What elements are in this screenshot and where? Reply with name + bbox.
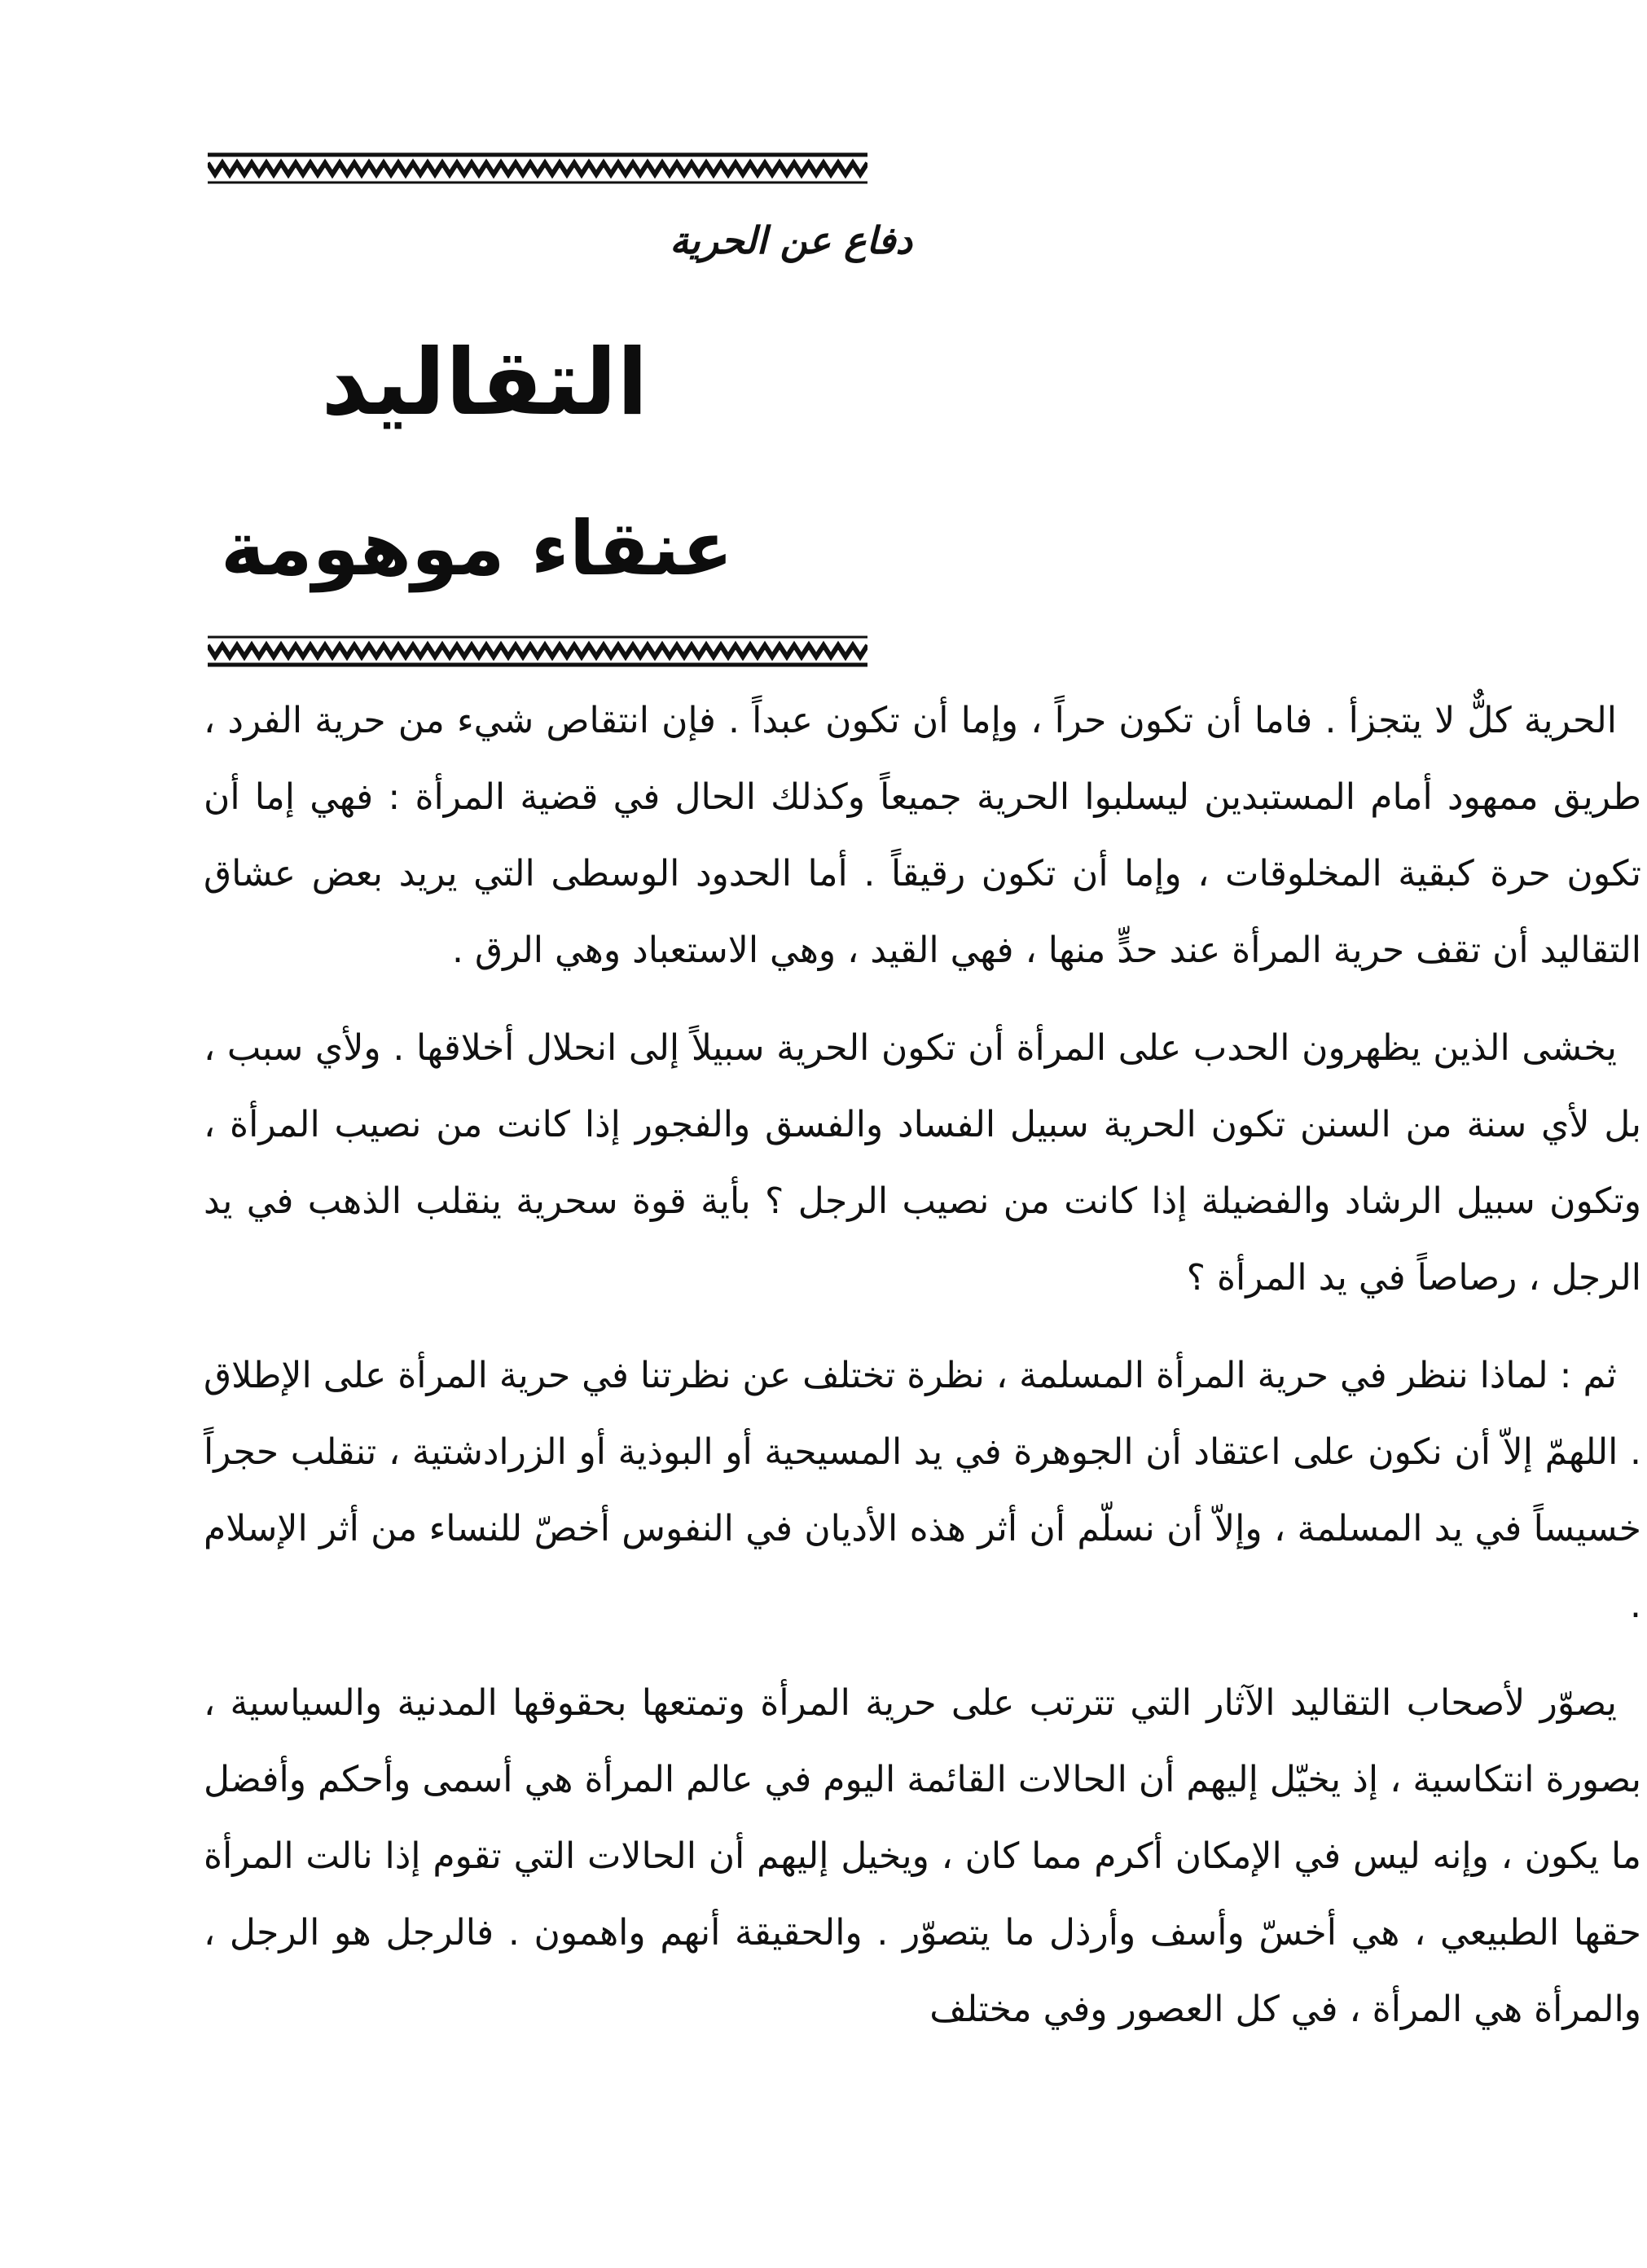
paragraph-4: يصوّر لأصحاب التقاليد الآثار التي تترتب على حرية المرأة وتمتعها بحقوقها المدنية والسياسية ، بصورة انتكاسية ، إذ يخيّل إليهم أن الحالات القائمة اليوم في عالم المرأة هي أسمى وأحكم وأفضل ما يكون ، وإنه ليس في الإمكان أكرم مما كان ، ويخيل إليهم أن الحالات التي تقوم إذا نالت المرأة حقها الطبيعي ، هي أخسّ وأسف وأرذل ما يتصوّر . والحقيقة أنهم واهمون . فالرجل هو الرجل ، والمرأة هي المرأة ، في كل العصور وفي مختلف: [204, 1682, 1641, 2030]
paragraph-2: يخشى الذين يظهرون الحدب على المرأة أن تكون الحرية سبيلاً إلى انحلال أخلاقها . ولأي سبب ، بل لأي سنة من السنن تكون الحرية سبيل الفساد والفسق والفجور إذا كانت من نصيب المرأة ، وتكون سبيل الرشاد والفضيلة إذا كانت من نصيب الرجل ؟ بأية قوة سحرية ينقلب الذهب في يد الرجل ، رصاصاً في يد المرأة ؟: [204, 1027, 1641, 1299]
section-label: دفاع عن الحرية: [670, 218, 912, 262]
top-ornamental-border: [208, 152, 867, 187]
bottom-ornament-pattern: [208, 632, 867, 668]
page-title: التقاليد: [321, 330, 648, 436]
paragraph-1: الحرية كلٌّ لا يتجزأ . فاما أن تكون حراً ، وإما أن تكون عبداً . فإن انتقاص شيء من حرية الفرد ، طريق ممهود أمام المستبدين ليسلبوا الحرية جميعاً وكذلك الحال في قضية المرأة : فهي إما أن تكون حرة كبقية المخلوقات ، وإما أن تكون رقيقاً . أما الحدود الوسطى التي يريد بعض عشاق التقاليد أن تقف حرية المرأة عند حدٍّ منها ، فهي القيد ، وهي الاستعباد وهي الرق .: [204, 700, 1641, 971]
bottom-ornamental-border: [208, 632, 867, 668]
body-text: [204, 683, 1641, 2048]
paragraph-3: ثم : لماذا ننظر في حرية المرأة المسلمة ، نظرة تختلف عن نظرتنا في حرية المرأة على الإطلاق . اللهمّ إلاّ أن نكون على اعتقاد أن الجوهرة في يد المسيحية أو البوذية أو الزرادشتية ، تنقلب حجراً خسيساً في يد المسلمة ، وإلاّ أن نسلّم أن أثر هذه الأديان في النفوس أخصّ للنساء من أثر الإسلام .: [204, 1355, 1641, 1626]
page-subtitle: عنقاء موهومة: [220, 505, 733, 592]
top-ornament-pattern: [208, 152, 867, 187]
